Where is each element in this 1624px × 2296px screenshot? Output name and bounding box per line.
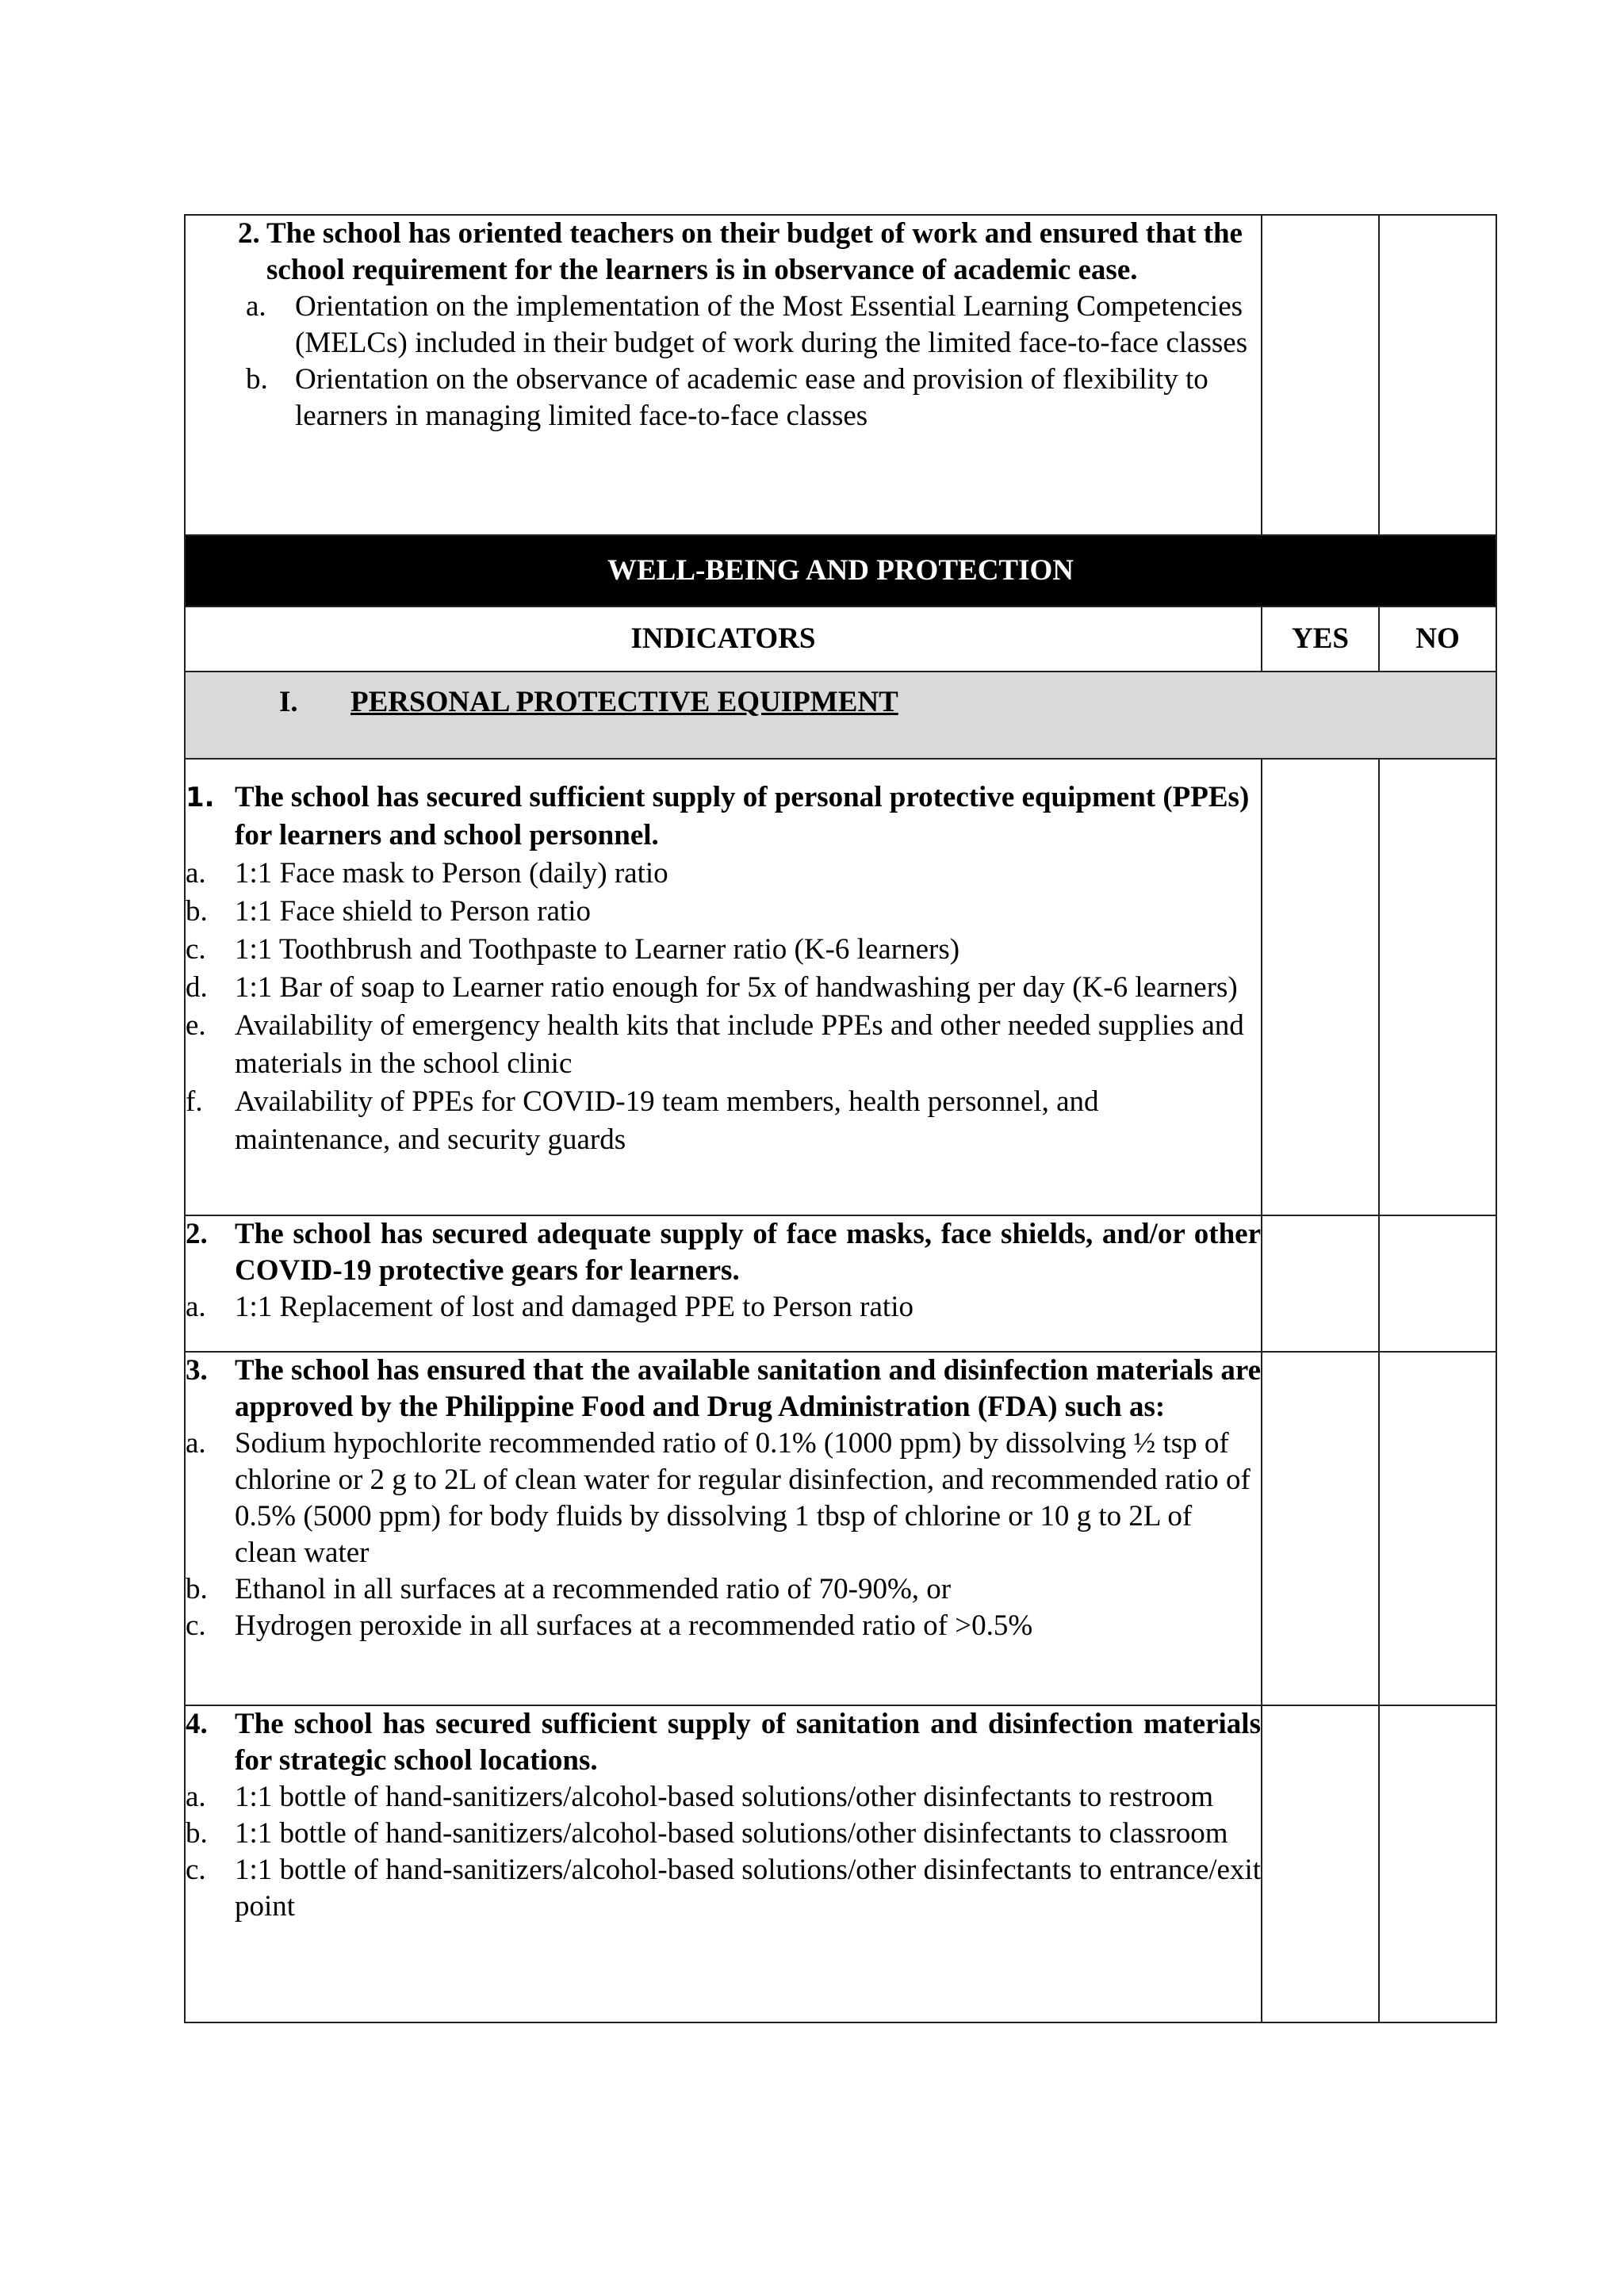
checklist-table — [184, 214, 1497, 2023]
sub-item-label: a. — [186, 1427, 206, 1460]
sub-item-label: a. — [186, 857, 206, 890]
sub-item-label: c. — [186, 933, 206, 966]
indicator-header — [238, 216, 1261, 289]
table-header-row — [185, 607, 1496, 672]
sub-item-text: 1:1 Bar of soap to Learner ratio enough for 5x of handwashing per day (K-6 learners) — [235, 971, 1238, 1004]
sub-item-label: b. — [246, 363, 268, 396]
indicator-number: 2. — [238, 217, 260, 250]
indicator-header — [186, 1706, 1261, 1779]
sub-item — [186, 1083, 1261, 1159]
table-row — [185, 759, 1496, 1215]
sub-item — [186, 855, 1261, 893]
sub-item — [186, 893, 1261, 931]
column-header-no: NO — [1379, 607, 1496, 672]
column-header-indicators: INDICATORS — [185, 607, 1262, 672]
section-title: PERSONAL PROTECTIVE EQUIPMENT — [350, 686, 898, 718]
indicator-number: 2. — [186, 1218, 208, 1250]
sub-item — [186, 931, 1261, 969]
sub-item-text: Sodium hypochlorite recommended ratio of 0.1% (1000 ppm) by dissolving ½ tsp of chlorine or 2 g to 2L of clean water for regular disinfection, and recommended ratio of 0.5% (5000 ppm) for body fluids by dissolving 1 tbsp of chlorine or 10 g to 2L of clean water — [235, 1427, 1251, 1569]
sub-item — [186, 1608, 1261, 1644]
indicator-cell — [185, 759, 1262, 1215]
sub-item-text: 1:1 bottle of hand-sanitizers/alcohol-based solutions/other disinfectants to restroom — [235, 1781, 1214, 1813]
column-header-yes: YES — [1262, 607, 1379, 672]
no-checkbox-cell[interactable] — [1379, 215, 1496, 535]
sub-item-text: 1:1 bottle of hand-sanitizers/alcohol-based solutions/other disinfectants to entrance/exit point — [235, 1854, 1261, 1923]
indicator-header-text: The school has secured sufficient supply of personal protective equipment (PPEs) for learners and school personnel. — [235, 781, 1250, 851]
indicator-header — [186, 1353, 1261, 1425]
sub-item-text: Availability of PPEs for COVID-19 team members, health personnel, and maintenance, and security guards — [235, 1085, 1099, 1156]
sub-item-label: a. — [186, 1781, 206, 1813]
sub-item-text: 1:1 Face mask to Person (daily) ratio — [235, 857, 668, 890]
sub-item — [186, 1289, 1261, 1326]
indicator-cell — [185, 1215, 1262, 1352]
sub-item-text: Orientation on the implementation of the Most Essential Learning Competencies (MELCs) included in their budget of work during the limited face-to-face classes — [295, 290, 1248, 359]
sub-item-text: Hydrogen peroxide in all surfaces at a recommended ratio of >0.5% — [235, 1609, 1033, 1642]
indicator-number: 3. — [186, 1354, 208, 1387]
table-row — [185, 1215, 1496, 1352]
table-row — [185, 215, 1496, 535]
indicator-cell — [185, 1352, 1262, 1705]
sub-item — [186, 969, 1261, 1007]
sub-item-label: a. — [246, 290, 266, 323]
sub-item-label: e. — [186, 1009, 206, 1042]
section-number: I. — [279, 686, 298, 718]
sub-item-label: f. — [186, 1085, 203, 1118]
sub-item-text: 1:1 Toothbrush and Toothpaste to Learner ratio (K-6 learners) — [235, 933, 960, 966]
sub-item-label: c. — [186, 1609, 206, 1642]
yes-checkbox-cell[interactable] — [1262, 215, 1379, 535]
no-checkbox-cell[interactable] — [1379, 1352, 1496, 1705]
sub-item — [186, 1571, 1261, 1608]
sub-item — [186, 1425, 1261, 1571]
yes-checkbox-cell[interactable] — [1262, 1705, 1379, 2022]
indicator-header — [186, 779, 1261, 855]
indicator-number: 4. — [186, 1708, 208, 1740]
sub-item-label: b. — [186, 895, 208, 928]
sub-item — [246, 362, 1261, 434]
sub-item-label: b. — [186, 1817, 208, 1850]
sub-item-text: Availability of emergency health kits that include PPEs and other needed supplies and materials in the school clinic — [235, 1009, 1244, 1080]
yes-checkbox-cell[interactable] — [1262, 759, 1379, 1215]
sub-item — [186, 1007, 1261, 1083]
indicator-cell — [185, 215, 1262, 535]
indicator-header-text: The school has secured adequate supply of face masks, face shields, and/or other COVID-19 protective gears for learners. — [235, 1218, 1261, 1287]
sub-item-label: d. — [186, 971, 208, 1004]
indicator-header-text: The school has ensured that the available sanitation and disinfection materials are approved by the Philippine Food and Drug Administration (FDA) such as: — [235, 1354, 1261, 1423]
indicator-header-text: The school has secured sufficient supply of sanitation and disinfection materials for strategic school locations. — [235, 1708, 1261, 1777]
sub-item — [186, 1816, 1261, 1852]
sub-item-text: 1:1 bottle of hand-sanitizers/alcohol-based solutions/other disinfectants to classroom — [235, 1817, 1228, 1850]
yes-checkbox-cell[interactable] — [1262, 1352, 1379, 1705]
table-row — [185, 1705, 1496, 2022]
section-header — [185, 672, 1496, 759]
sub-item — [186, 1852, 1261, 1925]
sub-item-text: Orientation on the observance of academic ease and provision of flexibility to learners in managing limited face-to-face classes — [295, 363, 1208, 432]
sub-item-label: b. — [186, 1573, 208, 1605]
no-checkbox-cell[interactable] — [1379, 759, 1496, 1215]
sub-item-label: a. — [186, 1291, 206, 1323]
indicator-number: 1. — [186, 782, 215, 813]
indicator-cell — [185, 1705, 1262, 2022]
sub-item — [186, 1779, 1261, 1816]
no-checkbox-cell[interactable] — [1379, 1705, 1496, 2022]
sub-item-text: 1:1 Replacement of lost and damaged PPE to Person ratio — [235, 1291, 914, 1323]
table-row — [185, 1352, 1496, 1705]
indicator-header — [186, 1216, 1261, 1289]
yes-checkbox-cell[interactable] — [1262, 1215, 1379, 1352]
sub-item-text: Ethanol in all surfaces at a recommended ratio of 70-90%, or — [235, 1573, 952, 1605]
sub-item — [246, 289, 1261, 362]
table-row — [185, 535, 1496, 607]
sub-item-label: c. — [186, 1854, 206, 1886]
sub-item-text: 1:1 Face shield to Person ratio — [235, 895, 592, 928]
indicator-header-text: The school has oriented teachers on their budget of work and ensured that the school requirement for the learners is in observance of academic ease. — [266, 217, 1243, 286]
section-banner: WELL-BEING AND PROTECTION — [185, 535, 1496, 607]
table-row — [185, 672, 1496, 759]
no-checkbox-cell[interactable] — [1379, 1215, 1496, 1352]
